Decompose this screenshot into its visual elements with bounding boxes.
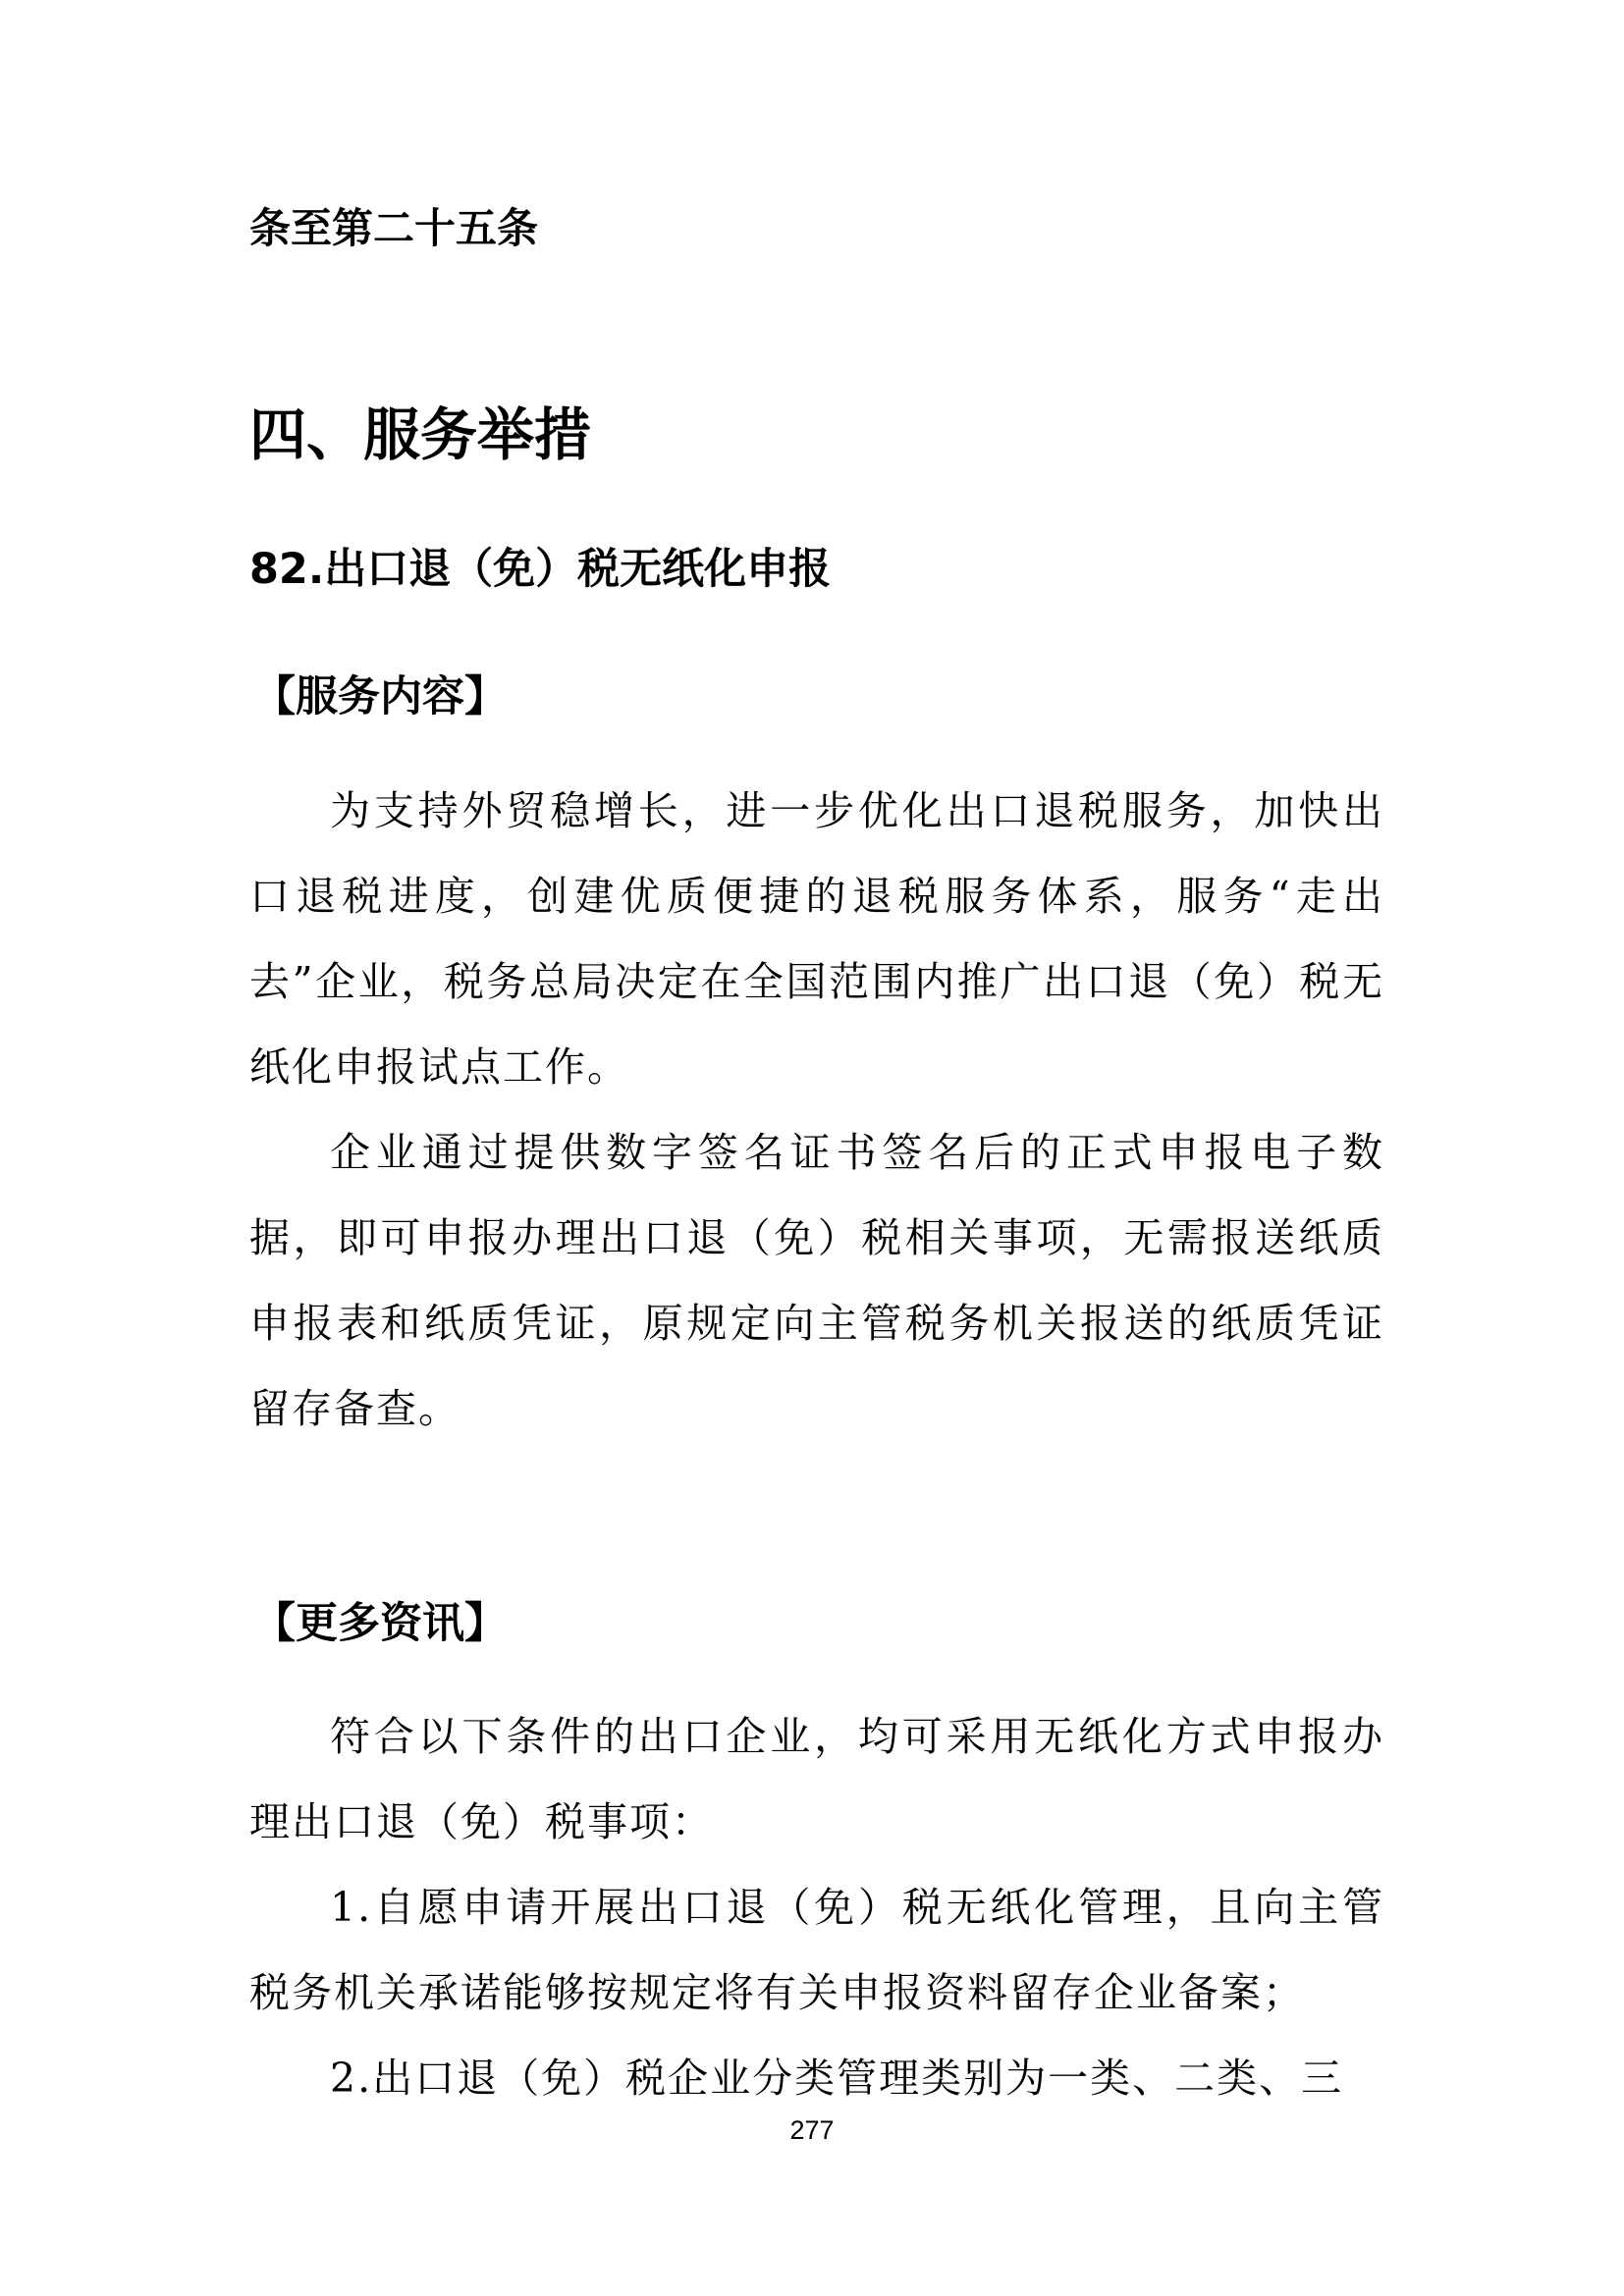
more-info-paragraph: 符合以下条件的出口企业，均可采用无纸化方式申报办理出口退（免）税事项： (249, 1713, 1384, 1845)
more-info-heading: 【更多资讯】 (253, 1599, 507, 1648)
section-heading: 四、服务举措 (249, 401, 592, 468)
more-info-paragraph: 2.出口退（免）税企业分类管理类别为一类、二类、三 (330, 2055, 1344, 2102)
continued-text: 条至第二十五条 (249, 204, 539, 252)
item-title: 出口退（免）税无纸化申报 (324, 545, 832, 594)
service-content-heading: 【服务内容】 (253, 672, 507, 721)
page-number: 277 (789, 2115, 835, 2145)
item-number: 82. (249, 545, 325, 594)
service-paragraph: 企业通过提供数字签名证书签名后的正式申报电子数据，即可申报办理出口退（免）税相关事项，无需报送纸质申报表和纸质凭证，原规定向主管税务机关报送的纸质凭证留存备查。 (249, 1129, 1384, 1432)
service-paragraph: 为支持外贸稳增长，进一步优化出口退税服务，加快出口退税进度，创建优质便捷的退税服务体系，服务“走出去”企业，税务总局决定在全国范围内推广出口退（免）税无纸化申报试点工作。 (249, 787, 1384, 1091)
item-heading (249, 536, 831, 596)
more-info-paragraph: 1.自愿申请开展出口退（免）税无纸化管理，且向主管税务机关承诺能够按规定将有关申报资料留存企业备案； (249, 1884, 1384, 2016)
